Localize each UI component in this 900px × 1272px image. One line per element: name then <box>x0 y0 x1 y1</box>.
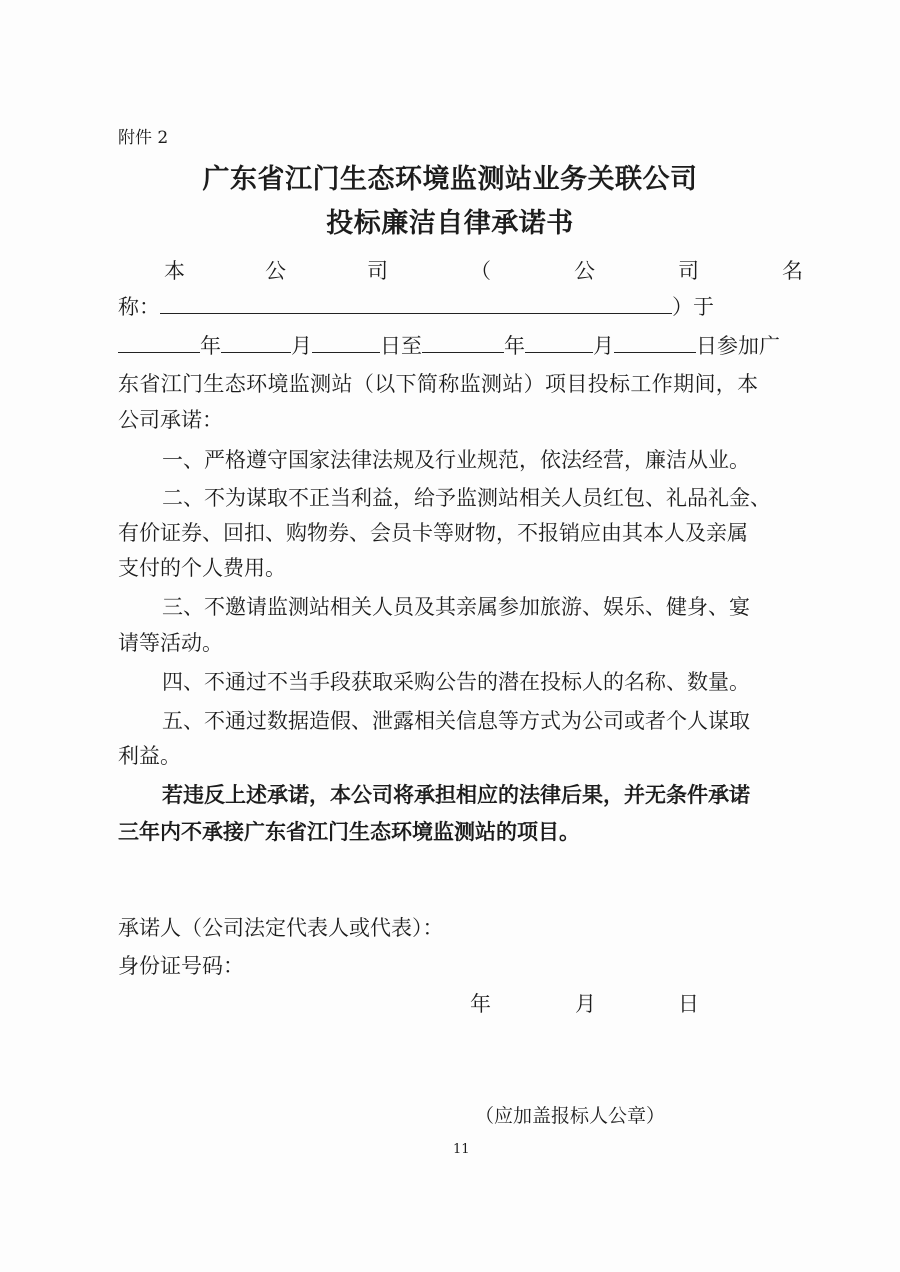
date-blank <box>221 332 291 353</box>
date-unit: 日参加广 <box>696 334 780 358</box>
date-unit: 年 <box>200 334 221 358</box>
intro-char: （ <box>470 259 491 283</box>
date-unit: 年 <box>504 334 525 358</box>
commitment-item-3-cont: 请等活动。 <box>118 631 223 655</box>
sign-date-month: 月 <box>575 992 596 1016</box>
id-number-label: 身份证号码： <box>118 954 244 978</box>
page-number: 11 <box>453 1142 470 1157</box>
intro-char: 司 <box>678 259 699 283</box>
intro-char: 公 <box>265 259 286 283</box>
date-blank <box>614 332 696 353</box>
promisor-label: 承诺人（公司法定代表人或代表）： <box>118 916 444 940</box>
date-unit: 日至 <box>380 334 422 358</box>
commitment-item-5-cont: 利益。 <box>118 744 181 768</box>
date-blank <box>422 332 504 353</box>
commitment-item-2-cont: 有价证券、回扣、购物券、会员卡等财物，不报销应由其本人及亲属 <box>118 521 748 545</box>
company-name-row <box>118 293 714 321</box>
intro-line5: 公司承诺： <box>118 408 223 432</box>
date-blank <box>312 332 380 353</box>
seal-note: （应加盖报标人公章） <box>475 1105 666 1127</box>
intro-char: 司 <box>367 259 388 283</box>
company-name-blank <box>160 293 672 314</box>
commitment-item-1: 一、严格遵守国家法律法规及行业规范，依法经营，廉洁从业。 <box>162 448 750 472</box>
company-name-prefix: 称： <box>118 295 160 319</box>
commitment-item-2: 二、不为谋取不正当利益，给予监测站相关人员红包、礼品礼金、 <box>162 486 771 510</box>
commitment-item-3: 三、不邀请监测站相关人员及其亲属参加旅游、娱乐、健身、宴 <box>162 595 750 619</box>
sign-date-day: 日 <box>678 992 699 1016</box>
commitment-item-2-cont: 支付的个人费用。 <box>118 556 286 580</box>
intro-char: 名 <box>782 259 803 283</box>
company-name-suffix: ）于 <box>672 295 714 319</box>
document-title-line2: 投标廉洁自律承诺书 <box>326 208 574 239</box>
date-unit: 月 <box>291 334 312 358</box>
sign-date-year: 年 <box>470 992 491 1016</box>
date-range-row <box>118 332 780 360</box>
date-blank <box>118 332 200 353</box>
attachment-label: 附件 2 <box>118 128 169 148</box>
document-title-line1: 广东省江门生态环境监测站业务关联公司 <box>202 164 698 195</box>
intro-char: 公 <box>574 259 595 283</box>
penalty-clause: 若违反上述承诺，本公司将承担相应的法律后果，并无条件承诺 <box>162 783 750 807</box>
date-blank <box>525 332 593 353</box>
commitment-item-5: 五、不通过数据造假、泄露相关信息等方式为公司或者个人谋取 <box>162 709 750 733</box>
commitment-item-4: 四、不通过不当手段获取采购公告的潜在投标人的名称、数量。 <box>162 670 750 694</box>
intro-char: 本 <box>164 259 185 283</box>
date-unit: 月 <box>593 334 614 358</box>
intro-line4: 东省江门生态环境监测站（以下简称监测站）项目投标工作期间，本 <box>118 372 759 396</box>
penalty-clause-cont: 三年内不承接广东省江门生态环境监测站的项目。 <box>118 820 580 844</box>
